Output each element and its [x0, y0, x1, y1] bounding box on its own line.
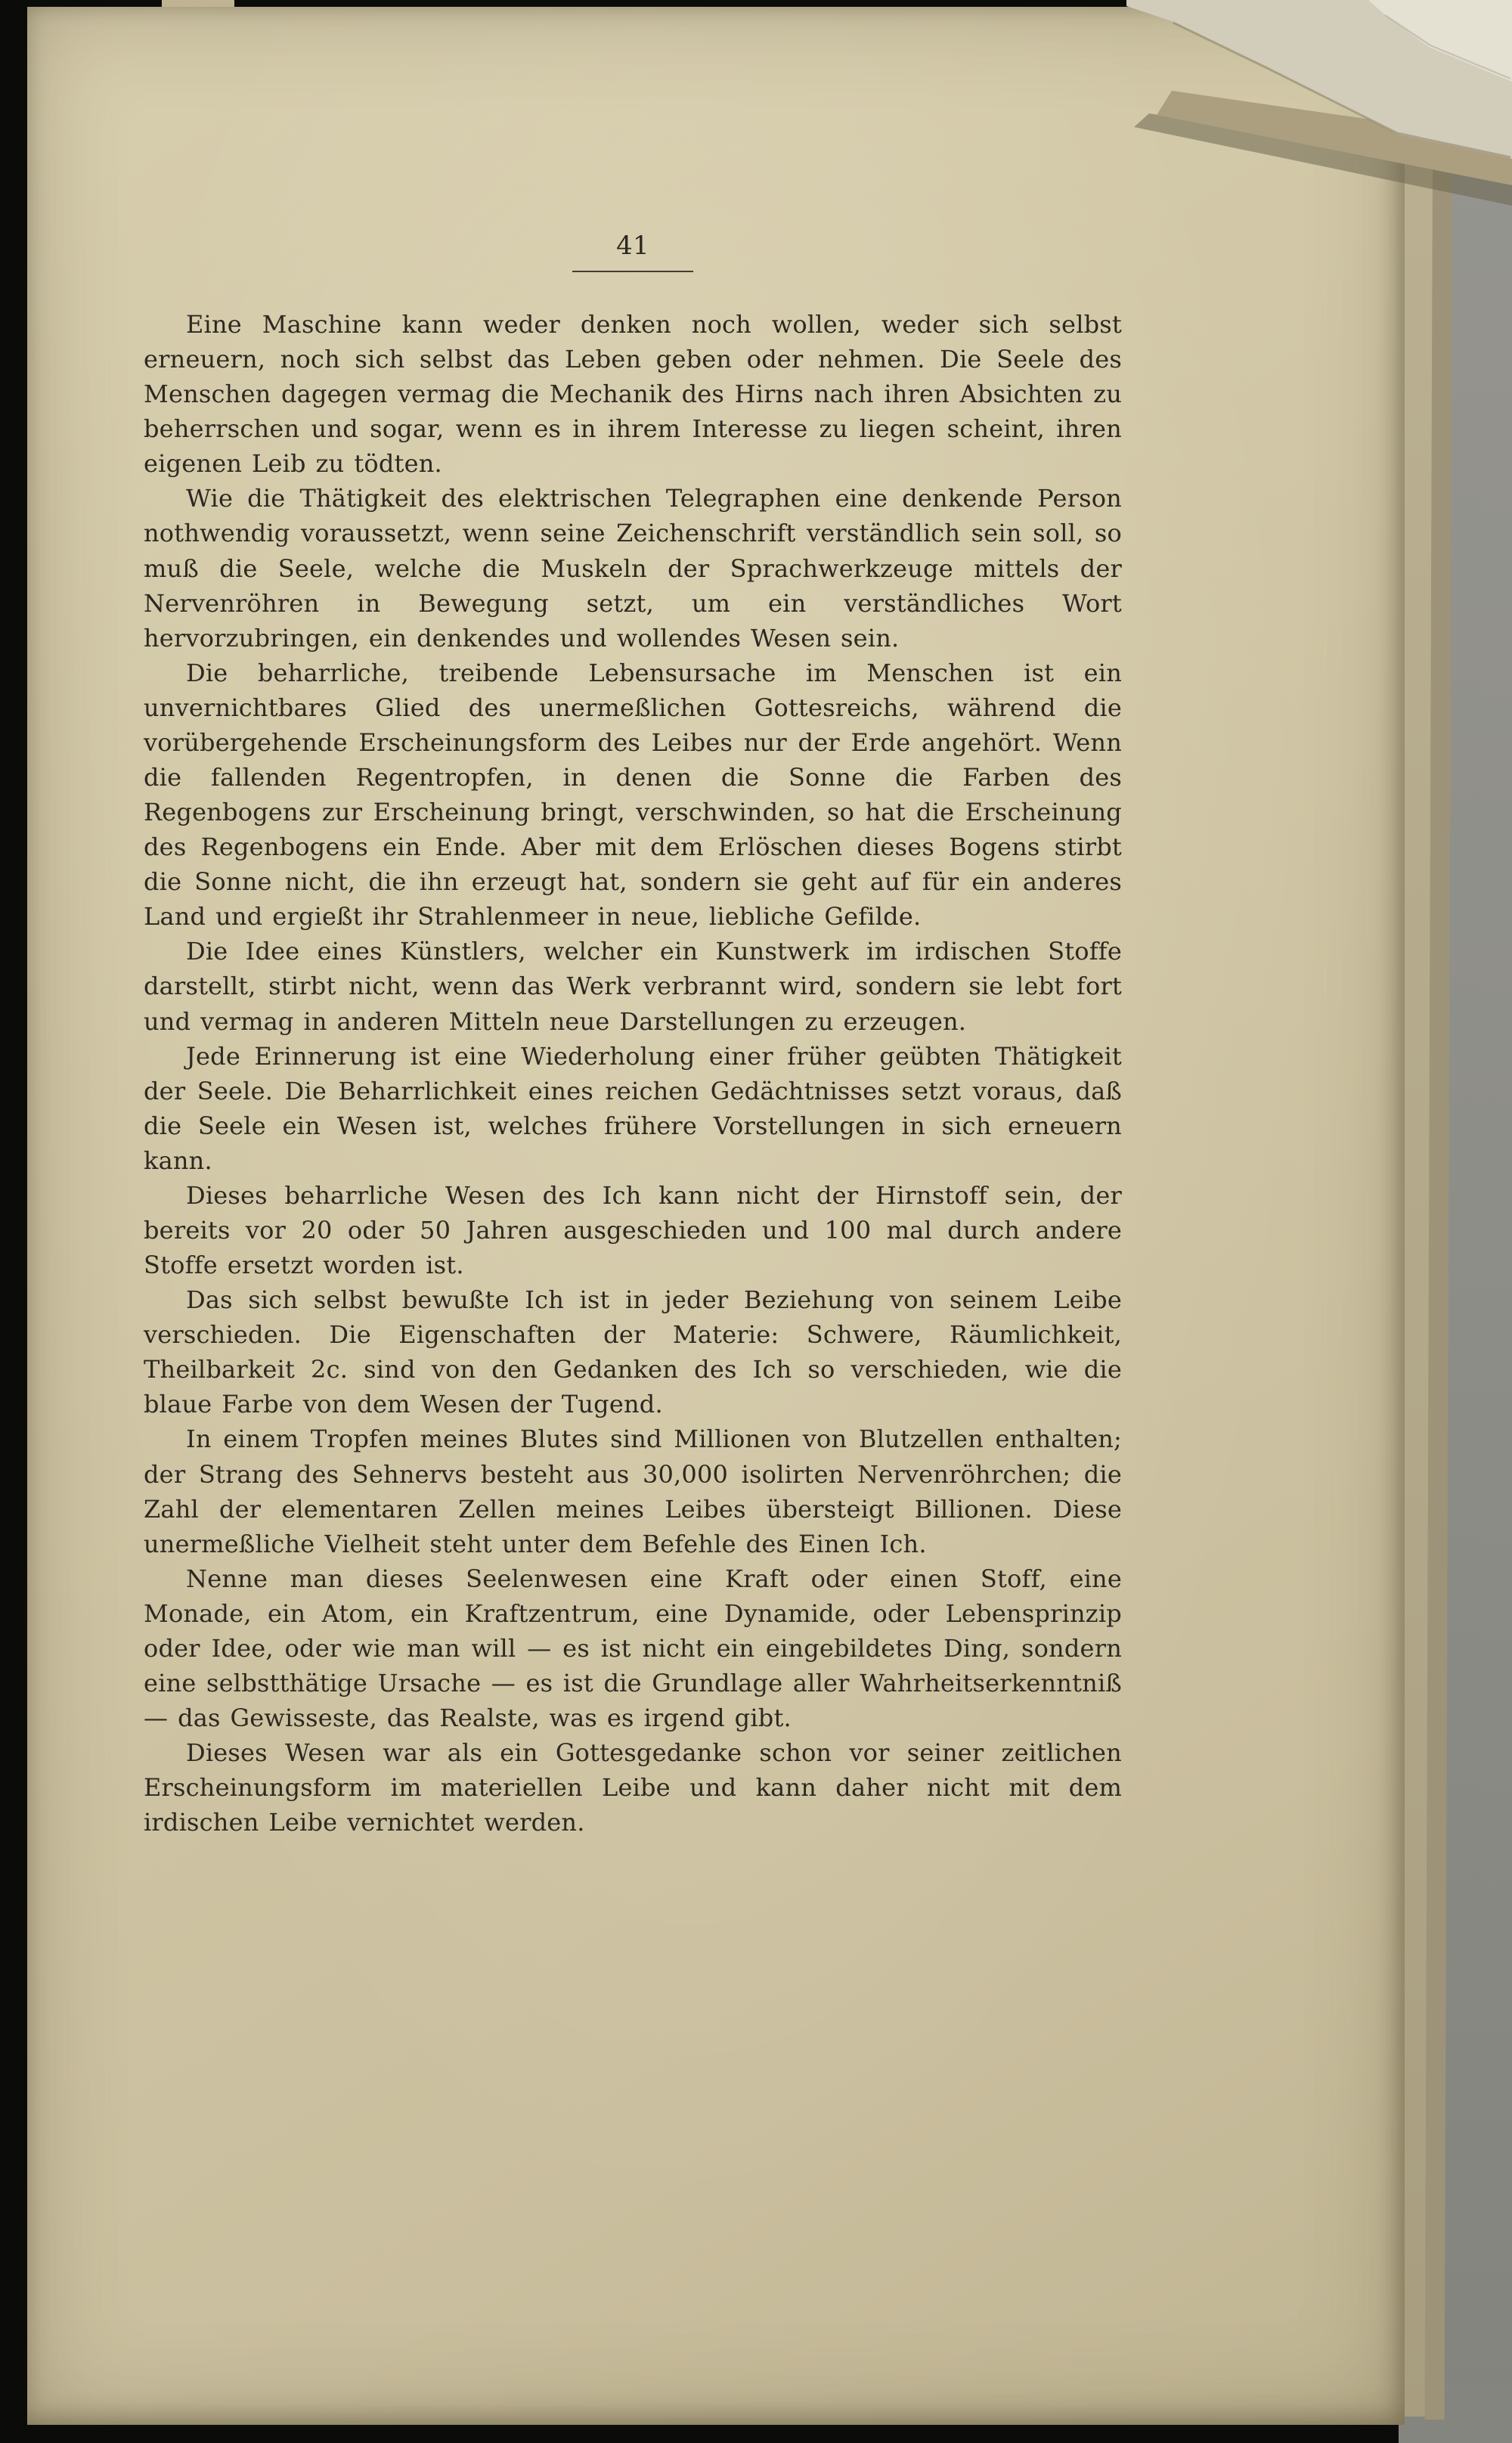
paragraph-10: Dieses Wesen war als ein Gottesgedanke schon vor seiner zeitlichen Erscheinungsform im materiellen Leibe und kann daher nicht mit dem irdischen Leibe vernichtet werden.	[144, 1738, 1122, 1837]
paragraph-5: Jede Erinnerung ist eine Wiederholung einer früher geübten Thätigkeit der Seele. Die Beharrlichkeit eines reichen Gedächtnisses setzt voraus, daß die Seele ein Wesen ist, welches frühere Vorstellungen in sich erneuern kann.	[144, 1041, 1122, 1175]
torn-corner-layers	[1126, 0, 1512, 227]
paragraph-1: Eine Maschine kann weder denken noch wollen, weder sich selbst erneuern, noch sich selbst das Leben geben oder nehmen. Die Seele des Menschen dagegen vermag die Mechanik des Hirns nach ihren Absichten zu beherrschen und sogar, wenn es in ihrem Interesse zu liegen scheint, ihren eigenen Leib zu tödten.	[144, 309, 1122, 479]
paragraph-7: Das sich selbst bewußte Ich ist in jeder Beziehung von seinem Leibe verschieden. Die Eigenschaften der Materie: Schwere, Räumlichkeit, Theilbarkeit 2c. sind von den Gedanken des Ich so verschieden, wie die blaue Farbe von dem Wesen der Tugend.	[144, 1285, 1122, 1419]
paragraph-2: Wie die Thätigkeit des elektrischen Telegraphen eine denkende Person nothwendig voraussetzt, wenn seine Zeichenschrift verständlich sein soll, so muß die Seele, welche die Muskeln der Sprachwerkzeuge mittels der Nervenröhren in Bewegung setzt, um ein verständliches Wort hervorzubringen, ein denkendes und wollendes Wesen sein.	[144, 484, 1122, 653]
book-page-paper	[27, 7, 1405, 2425]
paragraph-6: Dieses beharrliche Wesen des Ich kann nicht der Hirnstoff sein, der bereits vor 20 oder 50 Jahren ausgeschieden und 100 mal durch andere Stoffe ersetzt worden ist.	[144, 1180, 1122, 1280]
paragraph-4: Die Idee eines Künstlers, welcher ein Kunstwerk im irdischen Stoffe darstellt, stirbt nicht, wenn das Werk verbrannt wird, sondern sie lebt fort und vermag in anderen Mitteln neue Darstellungen zu erzeugen.	[144, 937, 1122, 1036]
page-text-block	[144, 228, 1122, 1840]
paragraph-8: In einem Tropfen meines Blutes sind Millionen von Blutzellen enthalten; der Strang des Sehnervs besteht aus 30,000 isolirten Nervenröhrchen; die Zahl der elementaren Zellen meines Leibes übersteigt Billionen. Diese unermeßliche Vielheit steht unter dem Befehle des Einen Ich.	[144, 1425, 1122, 1558]
page-number-row	[144, 228, 1122, 272]
paragraph-3: Die beharrliche, treibende Lebensursache im Menschen ist ein unvernichtbares Glied des unermeßlichen Gottesreichs, während die vorübergehende Erscheinungsform des Leibes nur der Erde angehört. Wenn die fallenden Regentropfen, in denen die Sonne die Farben des Regenbogens zur Erscheinung bringt, verschwinden, so hat die Erscheinung des Regenbogens ein Ende. Aber mit dem Erlöschen dieses Bogens stirbt die Sonne nicht, die ihn erzeugt hat, sondern sie geht auf für ein anderes Land und ergießt ihr Strahlenmeer in neue, liebliche Gefilde.	[144, 658, 1122, 932]
page-number: 41	[572, 228, 693, 272]
paragraph-9: Nenne man dieses Seelenwesen eine Kraft oder einen Stoff, eine Monade, ein Atom, ein Kraftzentrum, eine Dynamide, oder Lebensprinzip oder Idee, oder wie man will — es ist nicht ein eingebildetes Ding, sondern eine selbstthätige Ursache — es ist die Grundlage aller Wahrheitserkenntniß — das Gewisseste, das Realste, was es irgend gibt.	[144, 1564, 1122, 1733]
